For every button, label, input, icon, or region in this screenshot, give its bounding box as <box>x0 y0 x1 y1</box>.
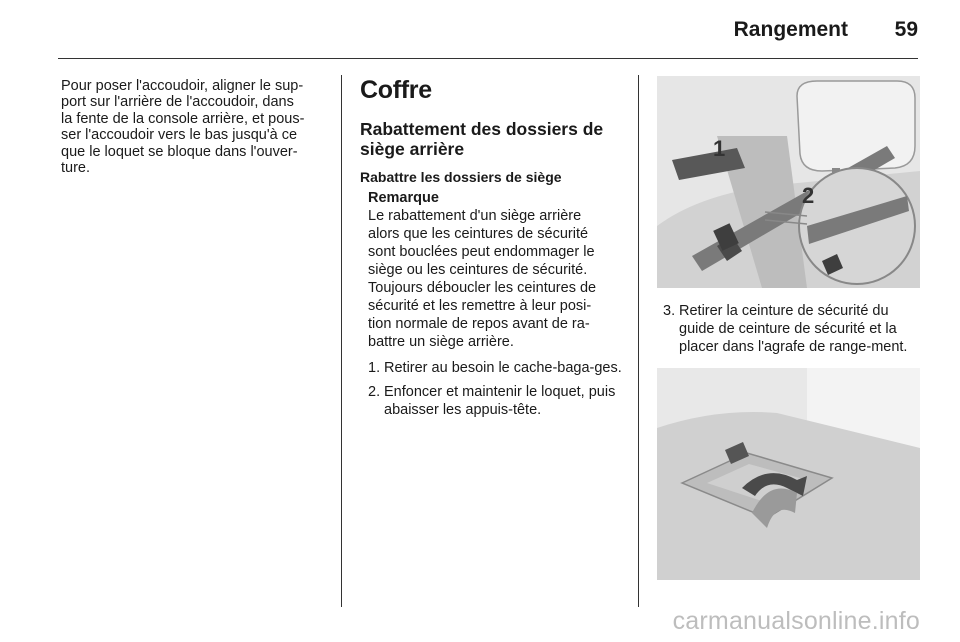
step-text: Enfoncer et maintenir le loquet, puis abaisser les appuis-tête. <box>384 384 616 418</box>
note-line: tion normale de repos avant de ra- <box>368 316 590 332</box>
page-header <box>0 0 960 60</box>
subsection-heading: Rabattement des dossiers de siège arrière <box>360 119 604 159</box>
page-number: 59 <box>894 18 918 41</box>
callout-label-1: 1 <box>713 136 726 161</box>
column-divider-1 <box>341 75 342 607</box>
step-text: Retirer la ceinture de sécurité du guide de ceinture de sécurité et la placer dans l'agrafe de range-ment. <box>679 303 908 355</box>
column-1-text <box>61 78 326 176</box>
column-3 <box>657 76 920 580</box>
belt-clip-illustration-svg <box>657 368 920 580</box>
page-title: Rangement <box>733 18 848 41</box>
step-text: Retirer au besoin le cache-baga-ges. <box>384 360 622 376</box>
note-title: Remarque <box>368 190 439 206</box>
paragraph-line: ser l'accoudoir vers le bas jusqu'à ce <box>61 127 298 144</box>
steps-list <box>368 359 628 419</box>
steps-list <box>663 302 920 356</box>
step-number: 3. <box>663 303 676 319</box>
note-line: Le rabattement d'un siège arrière <box>368 208 582 224</box>
note-line: sont bouclées peut endommager le <box>368 244 595 260</box>
note-line: sécurité et les remettre à leur posi- <box>368 298 592 314</box>
note-box <box>368 189 628 351</box>
header-divider <box>58 58 918 59</box>
note-line: battre un siège arrière. <box>368 334 514 350</box>
seatbelt-illustration <box>657 76 920 288</box>
list-item <box>368 383 628 419</box>
list-item <box>368 359 628 377</box>
section-heading: Coffre <box>360 76 432 104</box>
paragraph-line: ture. <box>61 160 91 177</box>
step-number: 2. <box>368 384 381 400</box>
paragraph-line: port sur l'arrière de l'accoudoir, dans <box>61 94 294 111</box>
seatbelt-illustration-svg <box>657 76 920 288</box>
list-item <box>663 302 920 356</box>
paragraph-line: Pour poser l'accoudoir, aligner le sup- <box>61 78 304 94</box>
belt-clip-illustration <box>657 368 920 580</box>
step-number: 1. <box>368 360 381 376</box>
note-line: alors que les ceintures de sécurité <box>368 226 589 242</box>
watermark-text: carmanualsonline.info <box>672 607 920 635</box>
paragraph-line: la fente de la console arrière, et pous- <box>61 110 305 127</box>
column-2 <box>360 76 628 425</box>
note-line: Toujours déboucler les ceintures de <box>368 280 597 296</box>
callout-label-2: 2 <box>802 183 815 208</box>
sub-subsection-heading: Rabattre les dossiers de siège <box>360 169 562 185</box>
note-line: siège ou les ceintures de sécurité. <box>368 262 588 278</box>
column-divider-2 <box>638 75 639 607</box>
paragraph-line: que le loquet se bloque dans l'ouver- <box>61 143 298 160</box>
